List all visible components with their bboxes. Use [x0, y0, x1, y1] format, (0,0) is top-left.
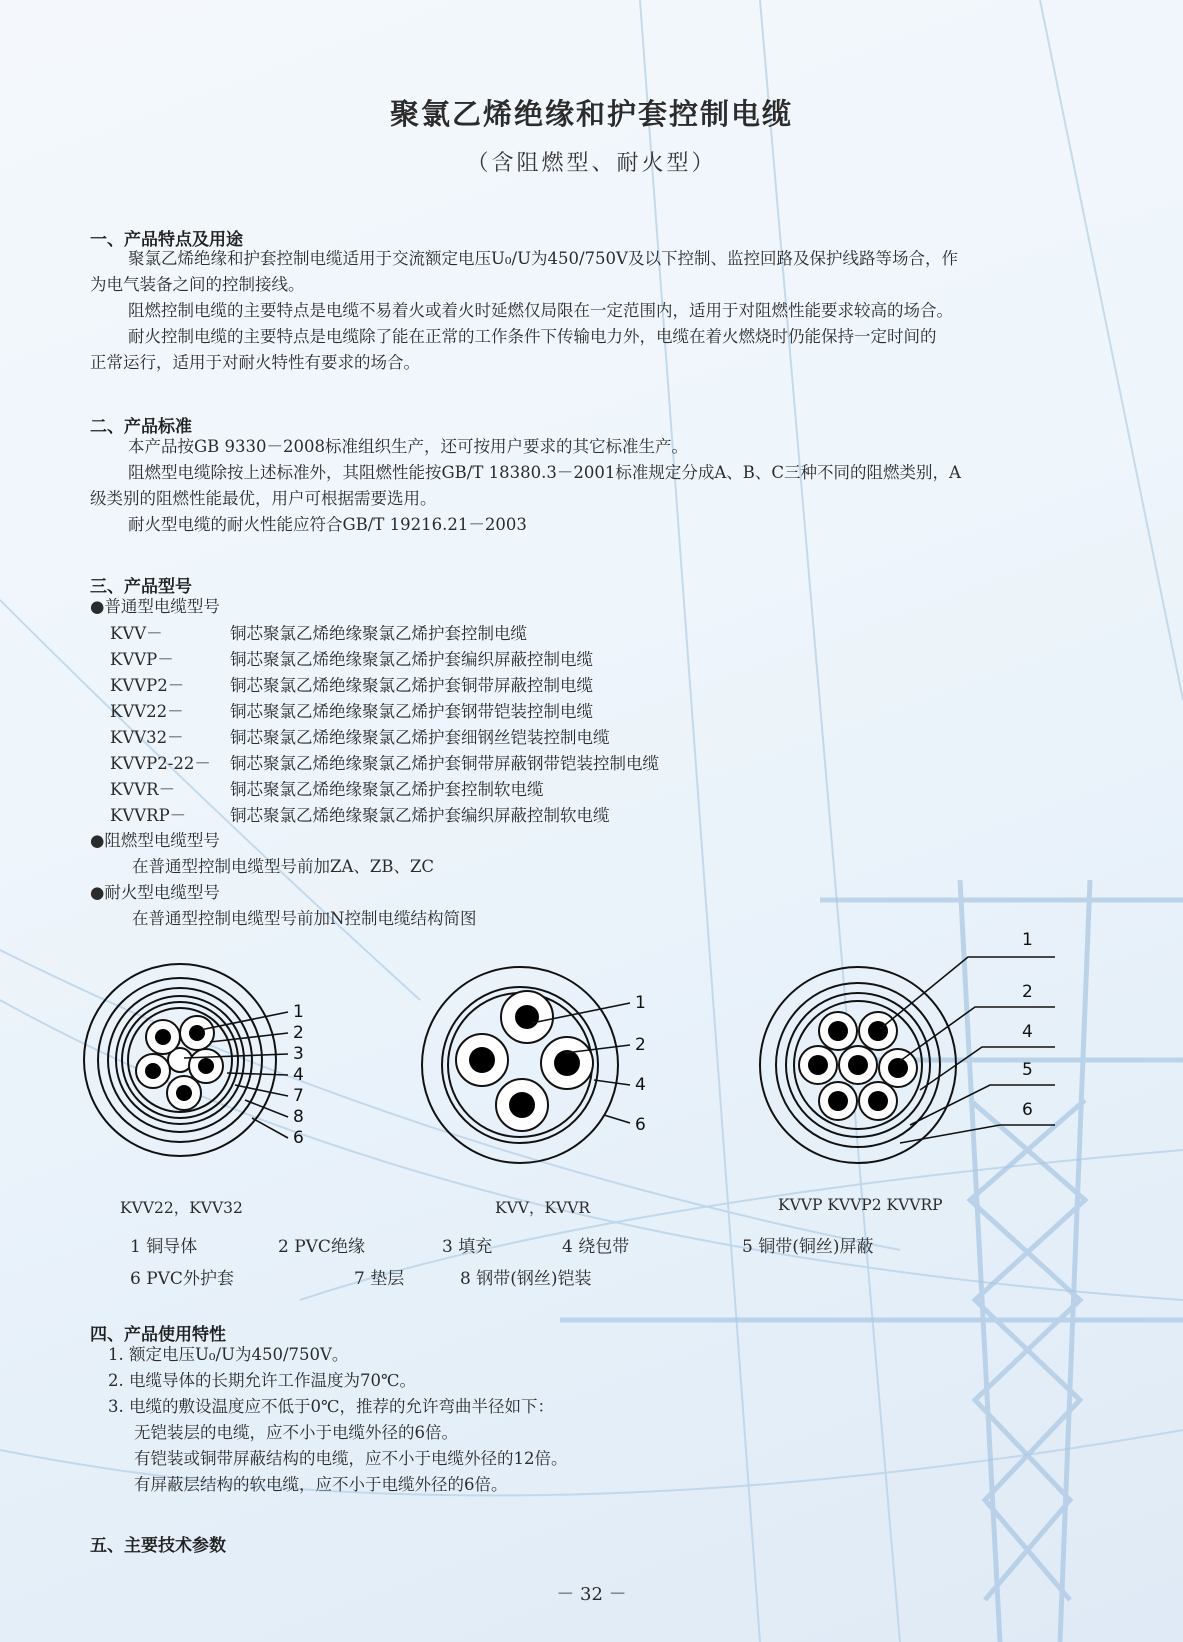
- usage-item: 3. 电缆的敷设温度应不低于0℃，推荐的允许弯曲半径如下：: [108, 1397, 554, 1416]
- legend-item: 2 PVC绝缘: [278, 1237, 365, 1257]
- section-2-paragraph-2a: 阻燃型电缆除按上述标准外，其阻燃性能按GB/T 18380.3－2001标准规定分成A、B、C三种不同的阻燃类别，A: [128, 463, 961, 482]
- legend-item: 1 铜导体: [130, 1237, 198, 1257]
- diagram-label: 2: [1022, 982, 1033, 1002]
- model-desc: 铜芯聚氯乙烯绝缘聚氯乙烯护套钢带铠装控制电缆: [230, 702, 593, 721]
- legend-item: 5 铜带(铜丝)屏蔽: [742, 1237, 874, 1257]
- diagram-label: 1: [1022, 930, 1033, 950]
- usage-item: 1. 额定电压U₀/U为450/750V。: [108, 1345, 349, 1364]
- flame-retardant-models-title: ●阻燃型电缆型号: [90, 831, 220, 850]
- diagram-label: 4: [635, 1075, 646, 1095]
- usage-item: 2. 电缆导体的长期允许工作温度为70℃。: [108, 1371, 416, 1390]
- model-code: KVVP2－: [110, 676, 185, 695]
- fire-resistant-models-text: 在普通型控制电缆型号前加N控制电缆结构简图: [132, 909, 477, 928]
- cable-diagram-kvvp-kvvp2-kvvrp: [750, 925, 1080, 1165]
- diagram-label: 5: [1022, 1060, 1033, 1080]
- diagram-caption: KVV22，KVV32: [120, 1199, 243, 1217]
- section-4-heading: 四、产品使用特性: [90, 1325, 226, 1345]
- model-desc: 铜芯聚氯乙烯绝缘聚氯乙烯护套编织屏蔽控制电缆: [230, 650, 593, 669]
- model-desc: 铜芯聚氯乙烯绝缘聚氯乙烯护套编织屏蔽控制软电缆: [230, 806, 610, 825]
- section-1-paragraph-1b: 为电气装备之间的控制接线。: [90, 275, 305, 294]
- usage-subitem: 有铠装或铜带屏蔽结构的电缆，应不小于电缆外径的12倍。: [134, 1449, 568, 1468]
- diagram-label: 2: [293, 1023, 304, 1043]
- model-code: KVVP－: [110, 650, 174, 669]
- diagram-label: 1: [293, 1002, 304, 1022]
- model-desc: 铜芯聚氯乙烯绝缘聚氯乙烯护套细钢丝铠装控制电缆: [230, 728, 610, 747]
- cable-diagram-kvv22-kvv32: [60, 960, 360, 1170]
- page-subtitle: （含阻燃型、耐火型）: [466, 151, 717, 176]
- model-desc: 铜芯聚氯乙烯绝缘聚氯乙烯护套控制电缆: [230, 624, 527, 643]
- section-2-paragraph-2b: 级类别的阻燃性能最优，用户可根据需要选用。: [90, 489, 437, 508]
- diagram-label: 4: [293, 1065, 304, 1085]
- model-row: [110, 750, 659, 774]
- legend-item: 4 绕包带: [562, 1237, 630, 1257]
- section-1-paragraph-1a: 聚氯乙烯绝缘和护套控制电缆适用于交流额定电压U₀/U为450/750V及以下控制、监控回路及保护线路等场合，作: [128, 249, 958, 268]
- model-code: KVV32－: [110, 728, 184, 747]
- fire-resistant-models-title: ●耐火型电缆型号: [90, 883, 220, 902]
- flame-retardant-models-text: 在普通型控制电缆型号前加ZA、ZB、ZC: [132, 857, 435, 876]
- model-row: [110, 802, 610, 826]
- model-code: KVV－: [110, 624, 163, 643]
- section-2-paragraph-3: 耐火型电缆的耐火性能应符合GB/T 19216.21－2003: [128, 515, 527, 534]
- section-2-paragraph-1: 本产品按GB 9330－2008标准组织生产，还可按用户要求的其它标准生产。: [128, 437, 689, 456]
- diagram-label: 3: [293, 1044, 304, 1064]
- model-row: [110, 698, 593, 722]
- legend-item: 6 PVC外护套: [130, 1269, 234, 1289]
- section-2-heading: 二、产品标准: [90, 417, 192, 437]
- model-code: KVV22－: [110, 702, 184, 721]
- diagram-label: 6: [635, 1115, 646, 1135]
- diagram-label: 6: [293, 1128, 304, 1148]
- page-title: 聚氯乙烯绝缘和护套控制电缆: [389, 97, 793, 131]
- section-5-heading: 五、主要技术参数: [90, 1536, 226, 1556]
- usage-subitem: 有屏蔽层结构的软电缆，应不小于电缆外径的6倍。: [134, 1475, 508, 1494]
- diagram-caption: KVVP KVVP2 KVVRP: [778, 1196, 943, 1214]
- legend-item: 3 填充: [442, 1237, 493, 1257]
- model-code: KVVP2-22－: [110, 754, 211, 773]
- diagram-label: 7: [293, 1086, 304, 1106]
- model-row: [110, 724, 610, 748]
- model-code: KVVR－: [110, 780, 176, 799]
- diagram-label: 8: [293, 1107, 304, 1127]
- legend-item: 7 垫层: [354, 1269, 405, 1289]
- section-1-heading: 一、产品特点及用途: [90, 230, 243, 250]
- ordinary-models-title: ●普通型电缆型号: [90, 597, 220, 616]
- model-desc: 铜芯聚氯乙烯绝缘聚氯乙烯护套控制软电缆: [230, 780, 544, 799]
- model-code: KVVRP－: [110, 806, 187, 825]
- section-1-paragraph-3b: 正常运行，适用于对耐火特性有要求的场合。: [90, 353, 420, 372]
- section-1-paragraph-2: 阻燃控制电缆的主要特点是电缆不易着火或着火时延燃仅局限在一定范围内，适用于对阻燃性能要求较高的场合。: [128, 301, 953, 320]
- model-row: [110, 672, 593, 696]
- model-desc: 铜芯聚氯乙烯绝缘聚氯乙烯护套铜带屏蔽控制电缆: [230, 676, 593, 695]
- cable-diagram-kvv-kvvr: [420, 965, 690, 1165]
- usage-subitem: 无铠装层的电缆，应不小于电缆外径的6倍。: [134, 1423, 458, 1442]
- diagram-label: 2: [635, 1035, 646, 1055]
- model-desc: 铜芯聚氯乙烯绝缘聚氯乙烯护套铜带屏蔽钢带铠装控制电缆: [230, 754, 659, 773]
- diagram-label: 1: [635, 993, 646, 1013]
- diagram-caption: KVV，KVVR: [495, 1199, 591, 1217]
- diagram-label: 4: [1022, 1022, 1033, 1042]
- section-3-heading: 三、产品型号: [90, 577, 192, 597]
- legend-item: 8 钢带(钢丝)铠装: [460, 1269, 592, 1289]
- diagram-label: 6: [1022, 1100, 1033, 1120]
- section-1-paragraph-3a: 耐火控制电缆的主要特点是电缆除了能在正常的工作条件下传输电力外，电缆在着火燃烧时仍能保持一定时间的: [128, 327, 937, 346]
- model-row: [110, 776, 544, 800]
- model-row: [110, 620, 527, 644]
- model-row: [110, 646, 593, 670]
- page-number: － 32 －: [556, 1584, 627, 1605]
